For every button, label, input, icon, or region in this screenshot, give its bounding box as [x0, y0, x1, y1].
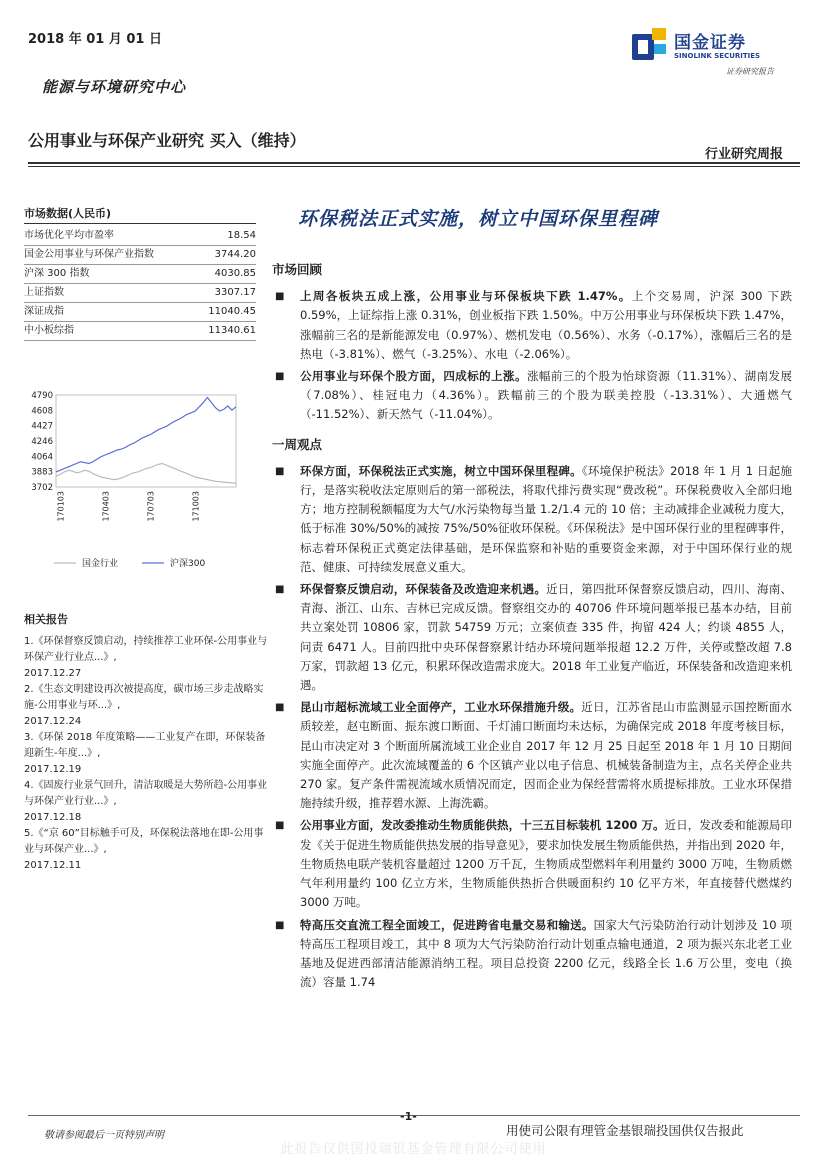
logo-name: 国金证券: [674, 33, 746, 53]
bullet-text: 近日，发改委和能源局印发《关于促进生物质能供热发展的指导意见》，要求加快发展生物质能供热，并指出到 2020 年，生物质热电联产装机容量超过 1200 万千瓦，生物质成型燃料年利用量约 3000 万吨，生物质燃气年利用量约 100 亿立方米，生物质能供热折合供暖面积约 10 亿平方米，年直接替代燃煤约 3000 万吨。: [300, 818, 792, 910]
related-report-date: 2017.12.27: [24, 668, 82, 679]
x-tick-label: 170103: [56, 491, 66, 522]
related-report-text: 1.《环保督察反馈启动，持续推荐工业环保-公用事业与环保产业行业点...》,: [24, 636, 268, 663]
main-body: [272, 258, 792, 995]
y-tick-label: 4246: [31, 437, 53, 447]
y-tick-label: 3883: [31, 467, 53, 478]
market-data-row: [24, 284, 256, 303]
related-title: 相关报告: [24, 613, 68, 626]
logo-english: SINOLINK SECURITIES: [674, 52, 761, 60]
section-market-review: 市场回顾: [272, 262, 323, 277]
market-data-value: 11340.61: [208, 325, 256, 336]
related-report-text: 2.《生态文明建设再次被提高度，碳市场三步走战略实施-公用事业与环...》,: [24, 684, 264, 711]
page-number: -1-: [400, 1110, 417, 1123]
bullet-paragraph: [272, 916, 792, 993]
market-data-label: 市场优化平均市盈率: [24, 230, 114, 241]
bullet-text: 《环境保护税法》2018 年 1 月 1 日起施行，是落实税收法定原则后的第一部税法，将取代排污费实现“费改税”。环保税费收入全部归地方；地方控制税额幅度为大气/水污染物每当量 1.2/1.4 元的 10 倍；主动减排企业减税力度大，低于标准 30%/50%的减按 75%/50%征收环保税。《环保税法》是中国环保行业的里程碑事件，标志着环保税正式奠定法律基础，是环保监察和补贴的重要资金来源，对于中国环保行业的规范、健康、可持续发展意义重大。: [300, 463, 792, 574]
related-report-date: 2017.12.11: [24, 860, 82, 871]
related-report-date: 2017.12.24: [24, 716, 82, 727]
market-data-panel: [24, 205, 256, 341]
related-report-date: 2017.12.18: [24, 812, 82, 823]
bullet-paragraph: [272, 462, 792, 577]
market-data-value: 11040.45: [208, 306, 256, 317]
x-tick-label: 170403: [101, 491, 111, 522]
series-line: [56, 398, 236, 472]
research-center: 能源与环境研究中心: [42, 78, 187, 96]
y-tick-label: 4427: [31, 421, 53, 432]
bullet-lead: 上周各板块五成上涨，公用事业与环保板块下跌 1.47%。: [300, 289, 632, 304]
market-data-title: 市场数据(人民币): [24, 205, 256, 224]
chart-frame: [56, 395, 236, 487]
main-title: 环保税法正式实施，树立中国环保里程碑: [298, 208, 659, 230]
report-type: 行业研究周报: [704, 147, 783, 162]
market-data-label: 国金公用事业与环保产业指数: [24, 249, 154, 260]
y-tick-label: 4064: [31, 452, 53, 463]
bullet-text: 近日，第四批环保督察反馈启动，四川、海南、青海、浙江、山东、吉林已完成反馈。督察组交办的 40706 件环境问题举报已基本办结，目前共立案处罚 10806 家，罚款 54759 万元；立案侦查 335 件，拘留 424 人；约谈 4855 人，问责 6471 人。目前四批中央环保督察累计结办环境问题举报超 12.2 万件，关停或整改超 7.8 万家，罚款超 13 亿元，积累环保改造需求庞大。2018 年工业复产临近，环保装备和改造迎来机遇。: [300, 582, 792, 693]
index-chart: [24, 387, 244, 587]
market-data-label: 深证成指: [24, 306, 64, 317]
market-data-row: [24, 246, 256, 265]
market-data-value: 3307.17: [214, 287, 256, 298]
x-tick-label: 171003: [191, 491, 201, 522]
related-report-text: 5.《“京 60”目标触手可及，环保税法落地在即-公用事业与环保产业...》,: [24, 828, 264, 855]
bullet-text: 涨幅前三的个股为怡球资源（11.31%）、湖南发展（7.08%）、桂冠电力（4.36%）。跌幅前三的个股为联美控股（-13.31%）、大通燃气（-11.52%）、新天然气（-11.04%）。: [300, 369, 792, 422]
related-report-item: [24, 730, 268, 778]
related-report-item: [24, 778, 268, 826]
market-data-value: 3744.20: [214, 249, 256, 260]
bullet-lead: 公用事业方面，发改委推动生物质能供热，十三五目标装机 1200 万。: [300, 818, 665, 833]
x-tick-label: 170703: [146, 491, 156, 522]
market-data-row: [24, 322, 256, 341]
report-headline: 公用事业与环保产业研究 买入（维持）: [28, 131, 306, 150]
market-data-label: 上证指数: [24, 287, 64, 298]
market-data-row: [24, 265, 256, 284]
bullet-lead: 公用事业与环保个股方面，四成标的上涨。: [300, 369, 527, 384]
bullet-text: 近日，江苏省昆山市监测显示国控断面水质较差，赵屯断面、振东渡口断面、千灯浦口断面均未达标，为确保完成 2018 年度考核目标，昆山市决定对 3 个断面所属流域工业企业自 2017 年 12 月 25 日起至 2018 年 1 月 10 日期间实施全面停产。此次流域覆盖的 6 个区镇产业以电子信息、机械装备制造为主，点名关停企业共 270 家。复产条件需视流域水质情况而定，因而企业为保经营需将水质提标排放。工业水环保措施持续升级，推荐碧水源、上海洗霸。: [300, 700, 792, 811]
series-line: [56, 464, 236, 484]
related-report-item: [24, 682, 268, 730]
footer-notice: 用使司公限有理管金基银瑞投国供仅告报此: [506, 1123, 744, 1138]
legend-label: 国金行业: [82, 559, 119, 569]
bullet-paragraph: [272, 816, 792, 912]
related-report-text: 3.《环保 2018 年度策略——工业复产在即，环保装备迎新生-年度...》,: [24, 732, 266, 759]
y-tick-label: 4608: [31, 406, 53, 417]
bullet-paragraph: [272, 580, 792, 695]
sinolink-logo: [630, 24, 800, 80]
related-reports: [24, 612, 268, 874]
report-date: 2018 年 01 月 01 日: [28, 32, 162, 47]
bullet-paragraph: [272, 698, 792, 813]
bullet-text: 国家大气污染防治行动计划涉及 10 项特高压工程项目竣工，其中 8 项为大气污染防治行动计划重点输电通道，2 项为振兴东北老工业基地及促进西部清洁能源消纳工程。项目总投资 2200 亿元，线路全长 1.6 万公里，变电（换流）容量 1.74: [300, 917, 792, 990]
logo-sub: 证券研究报告: [726, 67, 774, 76]
bullet-lead: 昆山市超标流域工业全面停产，工业水环保措施升级。: [300, 700, 582, 715]
market-data-label: 沪深 300 指数: [24, 268, 90, 279]
legend-label: 沪深300: [170, 559, 206, 569]
market-data-row: [24, 227, 256, 246]
market-data-value: 4030.85: [214, 268, 256, 279]
bullet-paragraph: [272, 287, 792, 364]
header-rule-thin: [28, 166, 800, 167]
y-tick-label: 3702: [31, 483, 53, 493]
section-weekly-views: 一周观点: [272, 436, 323, 452]
related-report-text: 4.《固废行业景气回升，清洁取暖是大势所趋-公用事业与环保产业行业...》,: [24, 780, 268, 807]
logo-mark-icon: [630, 26, 670, 66]
bullet-paragraph: [272, 367, 792, 425]
market-data-row: [24, 303, 256, 322]
related-report-item: [24, 634, 268, 682]
bullet-lead: 环保方面，环保税法正式实施，树立中国环保里程碑。: [300, 463, 582, 478]
y-tick-label: 4790: [31, 391, 53, 401]
footer-disclaimer: 敬请参阅最后一页特别声明: [44, 1130, 164, 1141]
market-data-value: 18.54: [227, 230, 256, 241]
bullet-text: 上个交易周，沪深 300 下跌 0.59%，上证综指上涨 0.31%，创业板指下跌 1.50%。中万公用事业与环保板块下跌 1.47%，涨幅前三名的是新能源发电（0.97%）、燃机发电（0.56%）、水务（-0.17%），涨幅后三名的是热电（-3.81%）、燃气（-3.25%）、水电（-2.06%）。: [300, 289, 793, 361]
related-report-item: [24, 826, 268, 874]
header-rule: [28, 162, 800, 164]
watermark: 此报告仅供国投瑞银基金管理有限公司使用: [280, 1142, 547, 1157]
bullet-lead: 环保督察反馈启动，环保装备及改造迎来机遇。: [300, 582, 547, 597]
bullet-lead: 特高压交直流工程全面竣工，促进跨省电量交易和输送。: [300, 917, 594, 932]
market-data-label: 中小板综指: [24, 325, 74, 336]
related-report-date: 2017.12.19: [24, 764, 82, 775]
